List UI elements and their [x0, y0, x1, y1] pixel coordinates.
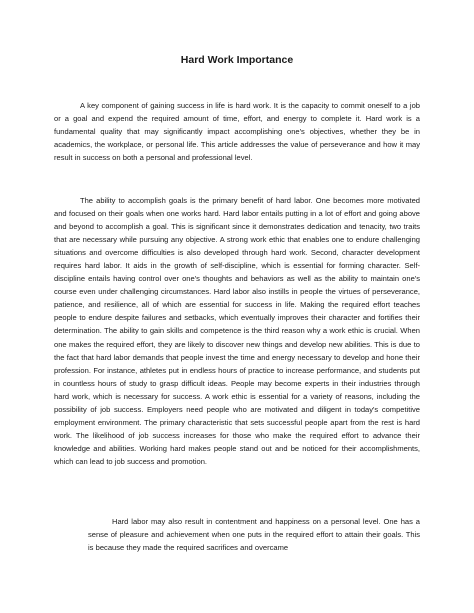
paragraph-personal-level: Hard labor may also result in contentment and happiness on a personal level. One has a sense of pleasure and achievement when one puts in the required effort to attain their goals. This is because they made the required sacrifices and overcame: [88, 517, 420, 553]
paragraph-introduction: A key component of gaining success in life is hard work. It is the capacity to commit oneself to a job or a goal and expend the required amount of time, effort, and energy to complete it. Hard work is a fundamental quality that may significantly impact accomplishing one's objectives, whether they be in academics, the workplace, or personal life. This article addresses the value of perseverance and how it may result in success on both a personal and professional level.: [54, 101, 420, 163]
paragraph-benefits: The ability to accomplish goals is the primary benefit of hard labor. One becomes more motivated and focused on their goals when one works hard. Hard labor entails putting in a lot of effort and going above and beyond to accomplish a goal. This is significant since it demonstrates dedication and tenacity, two traits that are necessary while pursuing any objective. A strong work ethic that enables one to endure challenging situations and overcome difficulties is also developed through hard work. Second, character development requires hard labor. It aids in the growth of self-discipline, which is essential for forming character. Self-discipline entails having control over one's thoughts and behaviors as well as the ability to maintain one's course even under challenging circumstances. Hard labor also instills in people the virtues of perseverance, patience, and resilience, all of which are essential for success in life. Making the required effort teaches people to endure despite failures and setbacks, which eventually improves their character and fortifies their determination. The ability to gain skills and competence is the third reason why a work ethic is crucial. When one makes the required effort, they are likely to discover new things and develop new abilities. This is due to the fact that hard labor demands that people invest the time and energy necessary to develop and hone their profession. For instance, athletes put in endless hours of practice to increase performance, and students put in countless hours of study to grasp difficult ideas. People may become experts in their industries through hard work, which is necessary for success. A work ethic is essential for a variety of reasons, including the possibility of job success. Employers need people who are motivated and diligent in today's competitive employment environment. The primary characteristic that sets successful people apart from the rest is hard work. The likelihood of job success increases for those who make the required effort to advance their knowledge and abilities. Working hard makes people stand out and be noticed for their accomplishments, which can lead to job success and promotion.: [54, 196, 420, 466]
document-title: Hard Work Importance: [180, 54, 294, 66]
